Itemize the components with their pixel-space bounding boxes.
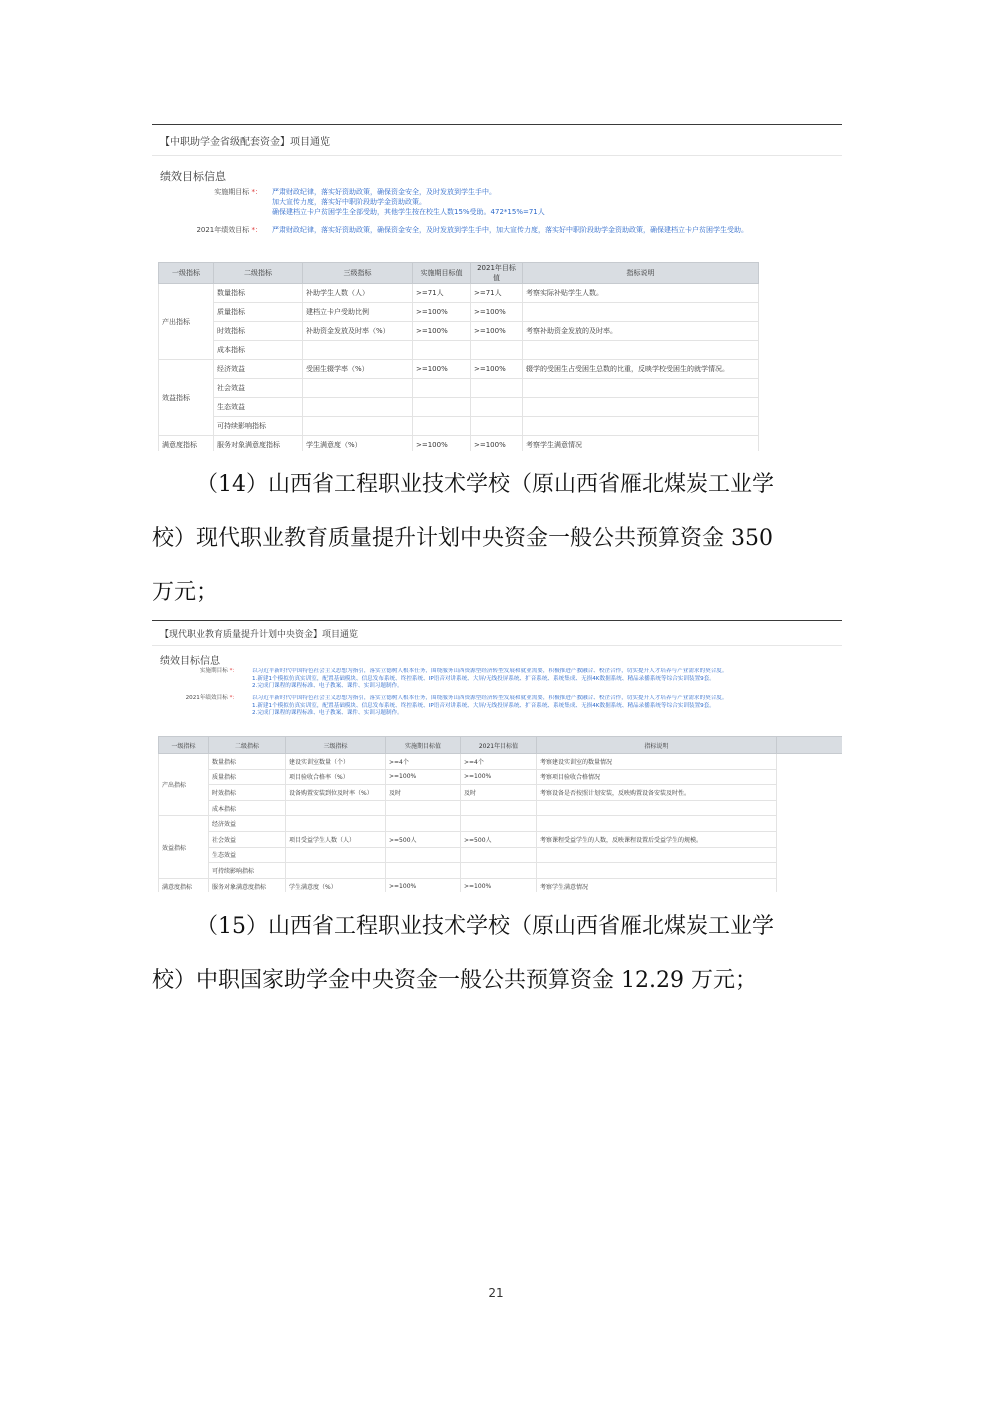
value-cell bbox=[471, 341, 523, 360]
page-number: 21 bbox=[488, 1286, 504, 1300]
value-cell: 及时 bbox=[386, 785, 461, 801]
note-cell: 考察建设实训室的数量情况 bbox=[537, 754, 777, 770]
note-cell bbox=[537, 816, 777, 832]
value-cell bbox=[471, 417, 523, 436]
table-row bbox=[159, 436, 759, 452]
level1-cell: 满意度指标 bbox=[159, 878, 209, 892]
indicator-table bbox=[158, 736, 842, 892]
indicator-cell bbox=[303, 398, 413, 417]
level1-cell: 满意度指标 bbox=[159, 436, 214, 452]
table-row bbox=[159, 322, 759, 341]
blank-cell bbox=[777, 754, 843, 770]
note-cell: 考察学生满意情况 bbox=[537, 878, 777, 892]
indicator-cell: 学生满意度（%） bbox=[286, 878, 386, 892]
value-cell bbox=[386, 800, 461, 816]
header-cell: 2021年目标值 bbox=[461, 737, 537, 754]
value-cell: >=71人 bbox=[413, 284, 471, 303]
table-row bbox=[159, 360, 759, 379]
blank-cell bbox=[777, 831, 843, 847]
value-cell: >=100% bbox=[413, 303, 471, 322]
value-cell bbox=[386, 863, 461, 879]
header-cell: 实施期目标值 bbox=[386, 737, 461, 754]
value-cell: >=100% bbox=[471, 322, 523, 341]
header-cell: 三级指标 bbox=[286, 737, 386, 754]
indicator-cell bbox=[286, 816, 386, 832]
note-cell: 考察补助资金发放的及时率。 bbox=[523, 322, 759, 341]
year-goal: 2021年绩效目标 *： 以习近平新时代中国特色社会主义思想为指引，落实立德树人根本任务，围绕服务山西资源型经济转型发展和就业需要，积极推进产教融合、校企合作，切实提升人才培养与产业需求的契合度。 1.新建1个模拟仿真实训室，配置基础模块、信息发布系统、终控系统、IP语音对讲系统、大屏/无线投屏系统、扩音系统、系统集成、无损4K数据系统、精品录播系统等综合实训装置9套。 2.完成门课程的课程标准、电子教案、课件、实训习题制作。 bbox=[185, 695, 728, 716]
value-cell bbox=[386, 816, 461, 832]
blank-cell bbox=[777, 863, 843, 879]
indicator-cell bbox=[303, 379, 413, 398]
paragraph-14: （14）山西省工程职业技术学校（原山西省雁北煤炭工业学 校）现代职业教育质量提升计划中央资金一般公共预算资金 350 万元； bbox=[152, 472, 774, 605]
table-row bbox=[159, 398, 759, 417]
note-cell: 辍学的受困生占受困生总数的比重，反映学校受困生的就学情况。 bbox=[523, 360, 759, 379]
section-title: 绩效目标信息 bbox=[160, 170, 226, 183]
section-title: 绩效目标信息 bbox=[160, 656, 220, 667]
value-cell: >=100% bbox=[461, 878, 537, 892]
value-cell bbox=[461, 863, 537, 879]
table-row bbox=[159, 785, 843, 801]
indicator-cell: 社会效益 bbox=[209, 831, 286, 847]
header-cell: 三级指标 bbox=[303, 263, 413, 284]
note-cell: 考察实际补贴学生人数。 bbox=[523, 284, 759, 303]
level1-cell: 产出指标 bbox=[159, 754, 209, 816]
blank-cell bbox=[777, 878, 843, 892]
indicator-cell: 受困生辍学率（%） bbox=[303, 360, 413, 379]
value-cell: >=4个 bbox=[461, 754, 537, 770]
table-row bbox=[159, 878, 843, 892]
table-row bbox=[159, 284, 759, 303]
table-row bbox=[159, 754, 843, 770]
table-row bbox=[159, 379, 759, 398]
paragraph-15: （15）山西省工程职业技术学校（原山西省雁北煤炭工业学 校）中职国家助学金中央资金一般公共预算资金 12.29 万元； bbox=[152, 914, 774, 993]
indicator-cell: 质量指标 bbox=[209, 769, 286, 785]
header-cell: 一级指标 bbox=[159, 263, 214, 284]
header-cell: 指标说明 bbox=[523, 263, 759, 284]
indicator-cell: 设备购置安装到位及时率（%） bbox=[286, 785, 386, 801]
value-cell: >=100% bbox=[413, 322, 471, 341]
value-cell: >=100% bbox=[471, 360, 523, 379]
table-row bbox=[159, 847, 843, 863]
indicator-cell: 数量指标 bbox=[209, 754, 286, 770]
value-cell bbox=[461, 816, 537, 832]
table-row bbox=[159, 831, 843, 847]
value-cell bbox=[386, 847, 461, 863]
indicator-cell: 质量指标 bbox=[214, 303, 303, 322]
table-header-row bbox=[159, 737, 843, 754]
table-row bbox=[159, 417, 759, 436]
header-cell: 实施期目标值 bbox=[413, 263, 471, 284]
value-cell bbox=[471, 398, 523, 417]
header-cell: 指标说明 bbox=[537, 737, 777, 754]
indicator-cell: 补助学生人数（人） bbox=[303, 284, 413, 303]
note-cell bbox=[537, 863, 777, 879]
header-cell: 一级指标 bbox=[159, 737, 209, 754]
value-cell: >=500人 bbox=[386, 831, 461, 847]
implementation-goal: 实施期目标 *： 以习近平新时代中国特色社会主义思想为指引，落实立德树人根本任务，围绕服务山西资源型经济转型发展和就业需要，积极推进产教融合、校企合作，切实提升人才培养与产业需求的契合度。 1.新建1个模拟仿真实训室，配置基础模块、信息发布系统、终控系统、IP语音对讲系统、大屏/无线投屏系统、扩音系统、系统集成、无损4K数据系统、精品录播系统等综合实训装置9套。 2.完成门课程的课程标准、电子教案、课件、实训习题制作。 bbox=[199, 668, 728, 689]
level1-cell: 效益指标 bbox=[159, 816, 209, 878]
note-cell: 考察项目验收合格情况 bbox=[537, 769, 777, 785]
blank-cell bbox=[777, 800, 843, 816]
level1-cell: 产出指标 bbox=[159, 284, 214, 360]
header-cell: 二级指标 bbox=[209, 737, 286, 754]
note-cell: 考察课程受益学生的人数，反映课程设置后受益学生的规模。 bbox=[537, 831, 777, 847]
indicator-cell: 建档立卡户受助比例 bbox=[303, 303, 413, 322]
indicator-table bbox=[158, 262, 759, 451]
indicator-cell: 建设实训室数量（个） bbox=[286, 754, 386, 770]
indicator-cell: 可持续影响指标 bbox=[209, 863, 286, 879]
note-cell: 考察学生满意情况 bbox=[523, 436, 759, 452]
indicator-cell: 项目受益学生人数（人） bbox=[286, 831, 386, 847]
blank-cell bbox=[777, 785, 843, 801]
indicator-cell: 服务对象满意度指标 bbox=[214, 436, 303, 452]
value-cell bbox=[413, 379, 471, 398]
indicator-cell: 成本指标 bbox=[214, 341, 303, 360]
value-cell: >=100% bbox=[471, 436, 523, 452]
indicator-cell bbox=[303, 417, 413, 436]
note-cell bbox=[523, 303, 759, 322]
indicator-cell: 成本指标 bbox=[209, 800, 286, 816]
project-title: 【现代职业教育质量提升计划中央资金】项目通览 bbox=[160, 630, 359, 640]
header-cell: 2021年目标值 bbox=[471, 263, 523, 284]
blank-cell bbox=[777, 847, 843, 863]
note-cell bbox=[523, 417, 759, 436]
value-cell: >=500人 bbox=[461, 831, 537, 847]
indicator-cell: 时效指标 bbox=[214, 322, 303, 341]
value-cell: >=100% bbox=[386, 878, 461, 892]
value-cell: >=71人 bbox=[471, 284, 523, 303]
indicator-cell: 生态效益 bbox=[214, 398, 303, 417]
indicator-cell bbox=[286, 863, 386, 879]
value-cell: >=100% bbox=[413, 360, 471, 379]
indicator-cell: 社会效益 bbox=[214, 379, 303, 398]
year-goal: 2021年绩效目标 *： 严肃财政纪律，落实好资助政策，确保资金安全，及时发放到学生手中，加大宣传力度，落实好中职阶段助学金资助政策，确保建档立卡户贫困学生受助。 bbox=[196, 226, 748, 234]
implementation-goal: 实施期目标 *： 严肃财政纪律，落实好资助政策，确保资金安全，及时发放到学生手中。 加大宣传力度，落实好中职阶段助学金资助政策。 确保建档立卡户贫困学生全部受助，其他学生按在校生人数15%受助。472*15%=71人 bbox=[214, 188, 545, 216]
value-cell: >=100% bbox=[471, 303, 523, 322]
note-cell bbox=[537, 847, 777, 863]
table-row bbox=[159, 816, 843, 832]
indicator-cell: 学生满意度（%） bbox=[303, 436, 413, 452]
table-header-row bbox=[159, 263, 759, 284]
indicator-cell: 时效指标 bbox=[209, 785, 286, 801]
value-cell: >=4个 bbox=[386, 754, 461, 770]
header-cell-blank bbox=[777, 737, 843, 754]
value-cell: >=100% bbox=[461, 769, 537, 785]
value-cell bbox=[413, 341, 471, 360]
project-title: 【中职助学金省级配套资金】项目通览 bbox=[160, 137, 330, 148]
indicator-cell: 补助资金发放及时率（%） bbox=[303, 322, 413, 341]
value-cell: >=100% bbox=[386, 769, 461, 785]
note-cell bbox=[523, 379, 759, 398]
blank-cell bbox=[777, 816, 843, 832]
indicator-cell: 经济效益 bbox=[209, 816, 286, 832]
note-cell bbox=[523, 341, 759, 360]
indicator-cell: 经济效益 bbox=[214, 360, 303, 379]
table-row bbox=[159, 800, 843, 816]
value-cell bbox=[471, 379, 523, 398]
value-cell bbox=[461, 800, 537, 816]
table-row bbox=[159, 769, 843, 785]
table-row bbox=[159, 341, 759, 360]
indicator-cell bbox=[303, 341, 413, 360]
value-cell: >=100% bbox=[413, 436, 471, 452]
header-cell: 二级指标 bbox=[214, 263, 303, 284]
indicator-cell: 生态效益 bbox=[209, 847, 286, 863]
table-row bbox=[159, 303, 759, 322]
table-row bbox=[159, 863, 843, 879]
blank-cell bbox=[777, 769, 843, 785]
indicator-cell bbox=[286, 847, 386, 863]
indicator-cell bbox=[286, 800, 386, 816]
screenshot-project-overview-2 bbox=[152, 620, 842, 892]
note-cell bbox=[537, 800, 777, 816]
note-cell: 考察设备是否按照计划安装，反映购置设备安装及时性。 bbox=[537, 785, 777, 801]
indicator-cell: 项目验收合格率（%） bbox=[286, 769, 386, 785]
value-cell bbox=[461, 847, 537, 863]
indicator-cell: 可持续影响指标 bbox=[214, 417, 303, 436]
note-cell bbox=[523, 398, 759, 417]
indicator-cell: 数量指标 bbox=[214, 284, 303, 303]
value-cell: 及时 bbox=[461, 785, 537, 801]
value-cell bbox=[413, 398, 471, 417]
level1-cell: 效益指标 bbox=[159, 360, 214, 436]
indicator-cell: 服务对象满意度指标 bbox=[209, 878, 286, 892]
screenshot-project-overview-1 bbox=[152, 124, 842, 451]
value-cell bbox=[413, 417, 471, 436]
